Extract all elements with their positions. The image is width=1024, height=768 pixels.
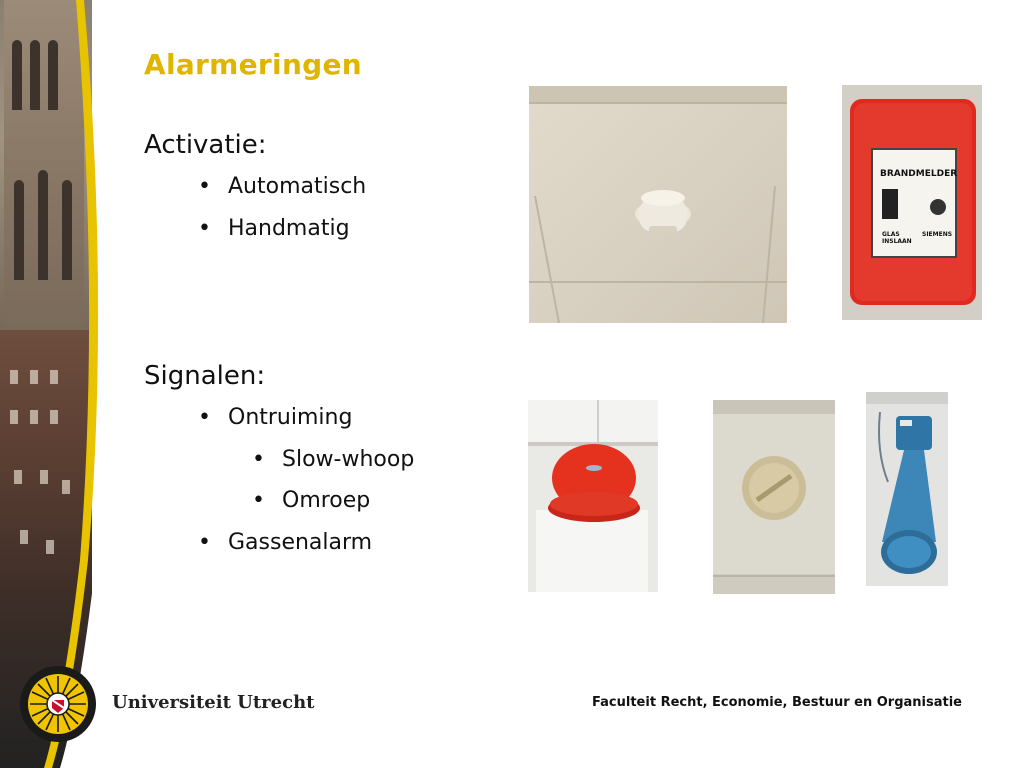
call-point-label: BRANDMELDER: [880, 169, 958, 179]
smoke-detector-photo: [529, 86, 787, 323]
list-item-automatisch: • Automatisch: [198, 174, 367, 199]
alarm-bell-photo: [528, 400, 658, 592]
list-item-slow-whoop: • Slow-whoop: [252, 447, 415, 472]
university-seal-logo: [18, 664, 98, 744]
list-item-omroep: • Omroep: [252, 488, 371, 513]
horn-siren-photo: [866, 392, 948, 586]
call-point-glass-line1: GLAS: [882, 231, 900, 238]
list-item-handmatig: • Handmatig: [198, 216, 350, 241]
manual-call-point-photo: [842, 85, 982, 320]
list-item-ontruiming: • Ontruiming: [198, 405, 353, 430]
call-point-brand: SIEMENS: [922, 231, 953, 238]
ceiling-speaker-photo: [713, 400, 835, 594]
faculty-footer: Faculteit Recht, Economie, Bestuur en Organisatie: [592, 695, 962, 710]
list-item-gassenalarm: • Gassenalarm: [198, 530, 373, 555]
signalen-heading: Signalen:: [144, 361, 266, 391]
call-point-glass-line2: INSLAAN: [882, 238, 912, 245]
university-wordmark: Universiteit Utrecht: [112, 692, 315, 713]
activatie-heading: Activatie:: [144, 130, 267, 160]
yellow-accent-curve: [0, 0, 120, 768]
slide-title: Alarmeringen: [144, 48, 363, 81]
